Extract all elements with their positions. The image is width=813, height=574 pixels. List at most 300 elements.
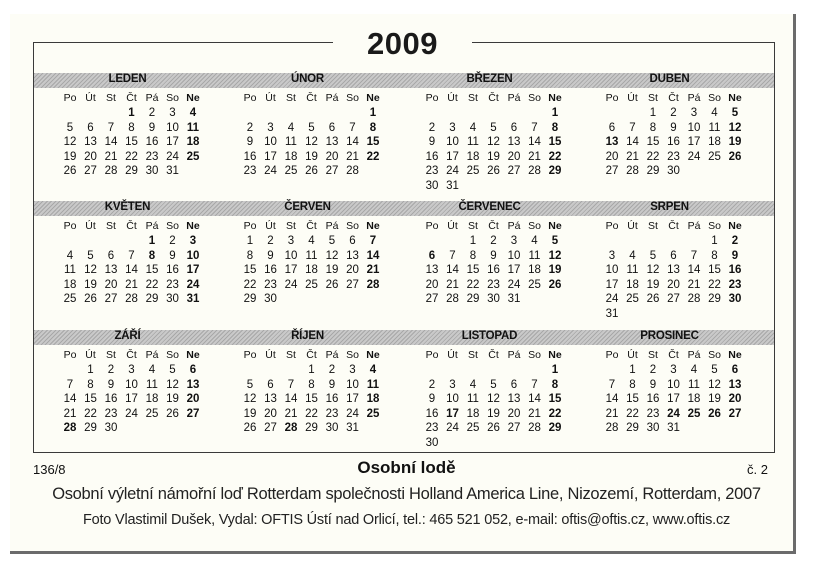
day-cell: 1 [551,107,559,119]
day-cell: 8 [711,249,718,262]
day-cell: 4 [469,121,477,134]
day-cell: 16 [166,264,179,277]
day-cell: 23 [166,278,179,291]
day-cell: 6 [107,249,115,262]
day-cell: 13 [507,393,521,406]
day-cell: 17 [186,264,200,277]
day-cell: 5 [490,378,497,391]
weekday-header: So [708,92,721,104]
day-cell: 15 [84,393,97,406]
day-cell: 6 [608,121,616,134]
day-cell: 10 [186,249,200,262]
day-cell: 31 [507,293,521,306]
day-cell: 2 [670,107,677,119]
weekday-header: So [346,92,359,104]
day-cell: 16 [145,136,159,149]
month-name: ČERVENEC [458,201,521,213]
day-cell: 7 [531,121,538,134]
day-cell: 10 [166,121,179,134]
day-cell: 29 [708,293,721,306]
day-cell: 17 [605,278,619,291]
day-cell: 6 [87,121,94,134]
day-cell: 9 [107,378,115,391]
day-cell: 29 [305,422,318,435]
day-cell: 28 [446,293,459,306]
day-cell: 11 [688,378,700,391]
day-cell: 10 [507,249,521,262]
weekday-header: Pá [325,92,339,104]
weekday-header: Pá [687,349,701,361]
day-cell: 21 [284,407,298,420]
day-cell: 4 [690,364,698,376]
day-cell: 24 [687,150,701,163]
day-cell: 2 [490,235,497,247]
weekday-header: Čt [126,92,137,104]
day-cell: 20 [667,278,680,291]
day-cell: 9 [428,393,436,406]
day-cell: 14 [626,136,639,149]
day-cell: 20 [507,407,521,420]
day-cell: 10 [125,378,138,391]
day-cell: 6 [510,378,518,391]
day-cell: 7 [369,235,377,247]
day-cell: 13 [346,249,359,262]
weekday-header: Ne [366,92,380,104]
day-cell: 21 [63,407,77,420]
day-cell: 4 [148,364,156,376]
day-cell: 6 [267,378,274,391]
weekday-header: So [166,349,179,361]
day-cell: 3 [189,235,197,247]
day-cell: 21 [125,278,138,291]
photo-description: Osobní výletní námořní loď Rotterdam společnosti Holland America Line, Nizozemí, Rotterdam, 2007 [52,485,761,503]
day-cell: 21 [528,150,541,163]
month-name: LEDEN [108,73,147,85]
month-name: DUBEN [649,73,690,85]
day-cell: 12 [487,136,500,149]
day-cell: 3 [349,364,356,376]
day-cell: 27 [507,165,521,178]
weekday-header: Út [627,220,638,232]
day-cell: 2 [328,364,336,376]
card-number: č. 2 [747,462,768,477]
day-cell: 14 [104,136,118,149]
day-cell: 23 [264,278,277,291]
day-cell: 4 [308,235,315,247]
day-cell: 3 [449,121,456,134]
weekday-header: Čt [126,220,137,232]
day-cell: 25 [284,165,298,178]
weekday-header: Po [243,220,257,232]
day-cell: 6 [670,249,677,262]
day-cell: 9 [731,249,739,262]
weekday-header: Ne [366,349,380,361]
day-cell: 17 [166,136,179,149]
day-cell: 5 [490,121,497,134]
weekday-header: St [468,92,478,104]
day-cell: 11 [467,393,479,406]
weekday-header: Po [425,92,439,104]
day-cell: 24 [284,278,298,291]
day-cell: 5 [649,249,657,262]
day-cell: 4 [287,121,295,134]
day-cell: 12 [728,121,742,134]
day-cell: 19 [646,278,660,291]
weekday-header: St [286,220,296,232]
weekday-header: Ne [186,92,200,104]
day-cell: 10 [264,136,277,149]
day-cell: 7 [349,121,356,134]
day-cell: 4 [189,107,197,119]
day-cell: 16 [646,393,660,406]
day-cell: 25 [366,407,380,420]
day-cell: 30 [487,293,500,306]
publisher-credits: Foto Vlastimil Dušek, Vydal: OFTIS Ústí nad Orlicí, tel.: 465 521 052, e-mail: oftis@oftis.cz, www.oftis.cz [82,512,731,528]
day-cell: 28 [284,422,298,435]
weekday-header: Ne [728,220,742,232]
day-cell: 8 [469,249,477,262]
day-cell: 23 [425,165,439,178]
day-cell: 1 [629,364,636,376]
day-cell: 22 [366,150,380,163]
day-cell: 3 [267,121,274,134]
day-cell: 26 [166,407,179,420]
day-cell: 6 [349,235,356,247]
weekday-header: Ne [728,349,742,361]
weekday-header: Út [627,92,638,104]
day-cell: 15 [145,264,159,277]
day-cell: 6 [731,364,739,376]
day-cell: 20 [507,150,521,163]
day-cell: 16 [425,407,439,420]
day-cell: 7 [690,249,698,262]
day-cell: 3 [287,235,295,247]
day-cell: 8 [148,249,156,262]
day-cell: 12 [243,393,257,406]
day-cell: 27 [667,293,680,306]
weekday-header: St [286,92,296,104]
day-cell: 11 [186,121,200,134]
day-cell: 18 [305,264,318,277]
day-cell: 10 [446,136,459,149]
day-cell: 10 [687,121,701,134]
day-cell: 9 [148,121,156,134]
day-cell: 14 [605,393,619,406]
day-cell: 30 [667,165,680,178]
day-cell: 9 [428,136,436,149]
weekday-header: So [528,349,541,361]
day-cell: 19 [728,136,742,149]
day-cell: 20 [728,393,742,406]
day-cell: 25 [305,278,318,291]
day-cell: 2 [107,364,115,376]
day-cell: 24 [446,165,459,178]
weekday-header: Po [243,92,257,104]
day-cell: 17 [264,150,277,163]
day-cell: 8 [308,378,315,391]
day-cell: 3 [608,249,616,262]
day-cell: 5 [711,364,718,376]
day-cell: 9 [490,249,497,262]
day-cell: 16 [487,264,500,277]
day-cell: 26 [63,165,77,178]
day-cell: 29 [125,165,138,178]
day-cell: 23 [646,407,660,420]
day-cell: 13 [264,393,277,406]
day-cell: 20 [325,150,339,163]
day-cell: 22 [548,150,562,163]
day-cell: 8 [87,378,94,391]
day-cell: 1 [128,107,135,119]
day-cell: 1 [649,107,657,119]
weekday-header: St [106,220,116,232]
day-cell: 7 [107,121,115,134]
day-cell: 21 [687,278,701,291]
weekday-header: Út [627,349,638,361]
day-cell: 4 [531,235,538,247]
weekday-header: Čt [668,220,679,232]
day-cell: 22 [145,278,159,291]
day-cell: 22 [626,407,639,420]
day-cell: 11 [146,378,158,391]
weekday-header: Po [63,92,77,104]
day-cell: 19 [548,264,562,277]
day-cell: 27 [425,293,439,306]
day-cell: 1 [308,364,315,376]
day-cell: 12 [708,378,721,391]
day-cell: 5 [328,235,336,247]
weekday-header: Čt [306,349,317,361]
day-cell: 7 [449,249,456,262]
day-cell: 23 [104,407,118,420]
weekday-header: Pá [145,349,159,361]
day-cell: 1 [369,107,377,119]
day-cell: 13 [728,378,742,391]
weekday-header: Čt [488,92,499,104]
day-cell: 15 [125,136,138,149]
day-cell: 31 [186,293,200,306]
day-cell: 15 [708,264,721,277]
weekday-header: So [166,92,179,104]
weekday-header: Čt [488,220,499,232]
weekday-header: Pá [687,220,701,232]
day-cell: 21 [446,278,459,291]
day-cell: 4 [66,249,74,262]
day-cell: 23 [487,278,500,291]
day-cell: 8 [551,378,559,391]
weekday-header: Pá [145,220,159,232]
day-cell: 2 [731,235,739,247]
day-cell: 14 [687,264,701,277]
day-cell: 22 [708,278,721,291]
weekday-header: Pá [507,220,521,232]
day-cell: 8 [246,249,254,262]
month-name: KVĚTEN [104,201,151,213]
day-cell: 30 [166,293,179,306]
day-cell: 21 [104,150,118,163]
day-cell: 14 [366,249,380,262]
day-cell: 12 [63,136,77,149]
day-cell: 3 [449,378,456,391]
day-cell: 31 [446,180,459,192]
day-cell: 18 [528,264,541,277]
day-cell: 24 [346,407,359,420]
weekday-header: Po [63,349,77,361]
day-cell: 11 [626,264,639,277]
day-cell: 28 [125,293,138,306]
day-cell: 11 [708,121,721,134]
day-cell: 14 [446,264,459,277]
day-cell: 19 [487,407,500,420]
weekday-header: So [346,220,359,232]
day-cell: 3 [169,107,176,119]
day-cell: 25 [145,407,159,420]
day-cell: 16 [425,150,439,163]
day-cell: 27 [104,293,118,306]
day-cell: 14 [284,393,298,406]
day-cell: 30 [646,422,660,435]
weekday-header: Čt [668,92,679,104]
month-name: PROSINEC [640,330,699,342]
day-cell: 5 [308,121,315,134]
weekday-header: So [166,220,179,232]
day-cell: 9 [169,249,176,262]
day-cell: 8 [128,121,135,134]
weekday-header: St [468,220,478,232]
day-cell: 14 [528,393,541,406]
day-cell: 29 [548,165,562,178]
day-cell: 29 [84,422,97,435]
day-cell: 7 [287,378,295,391]
weekday-header: Ne [186,220,200,232]
day-cell: 25 [528,278,541,291]
day-cell: 4 [469,378,477,391]
day-cell: 16 [728,264,742,277]
day-cell: 15 [548,393,562,406]
weekday-header: St [106,92,116,104]
weekday-header: So [528,92,541,104]
day-cell: 7 [629,121,636,134]
day-cell: 14 [528,136,541,149]
day-cell: 6 [189,364,197,376]
day-cell: 15 [646,136,660,149]
day-cell: 30 [145,165,159,178]
day-cell: 7 [608,378,616,391]
day-cell: 10 [346,378,359,391]
day-cell: 27 [507,422,521,435]
day-cell: 31 [166,165,179,178]
day-cell: 24 [125,407,138,420]
weekday-header: Čt [306,220,317,232]
day-cell: 24 [166,150,179,163]
day-cell: 23 [325,407,339,420]
day-cell: 21 [528,407,541,420]
day-cell: 2 [428,378,436,391]
day-cell: 24 [446,422,459,435]
day-cell: 3 [510,235,518,247]
day-cell: 5 [731,107,739,119]
day-cell: 14 [63,393,77,406]
day-cell: 21 [605,407,619,420]
day-cell: 5 [246,378,254,391]
day-cell: 15 [466,264,480,277]
day-cell: 14 [125,264,138,277]
day-cell: 23 [667,150,680,163]
day-cell: 29 [548,422,562,435]
day-cell: 22 [84,407,97,420]
day-cell: 29 [243,293,257,306]
day-cell: 27 [84,165,97,178]
catalog-code: 136/8 [33,462,66,477]
day-cell: 24 [264,165,277,178]
day-cell: 29 [145,293,159,306]
day-cell: 1 [87,364,94,376]
day-cell: 5 [169,364,176,376]
day-cell: 13 [507,136,521,149]
day-cell: 25 [63,293,77,306]
day-cell: 12 [84,264,97,277]
day-cell: 22 [305,407,318,420]
weekday-header: Út [85,220,96,232]
day-cell: 8 [649,121,657,134]
weekday-header: St [106,349,116,361]
day-cell: 26 [487,422,500,435]
day-cell: 5 [551,235,559,247]
day-cell: 15 [548,136,562,149]
day-cell: 24 [186,278,200,291]
day-cell: 21 [346,150,359,163]
day-cell: 29 [466,293,480,306]
day-cell: 17 [125,393,138,406]
weekday-header: Ne [366,220,380,232]
day-cell: 6 [328,121,336,134]
day-cell: 13 [667,264,680,277]
day-cell: 9 [670,121,677,134]
day-cell: 28 [346,165,359,178]
day-cell: 5 [87,249,94,262]
weekday-header: Ne [548,220,562,232]
day-cell: 22 [466,278,480,291]
day-cell: 26 [487,165,500,178]
day-cell: 17 [667,393,680,406]
footer-title: Osobní lodě [357,458,456,477]
day-cell: 18 [145,393,159,406]
month-name: ŘÍJEN [291,330,324,342]
day-cell: 20 [104,278,118,291]
day-cell: 30 [264,293,277,306]
weekday-header: Po [605,349,619,361]
day-cell: 14 [346,136,359,149]
weekday-header: Út [85,349,96,361]
weekday-header: Út [447,349,458,361]
day-cell: 1 [469,235,477,247]
day-cell: 7 [66,378,74,391]
day-cell: 18 [63,278,77,291]
weekday-header: Po [605,220,619,232]
day-cell: 19 [487,150,500,163]
day-cell: 21 [626,150,639,163]
weekday-header: Pá [507,349,521,361]
day-cell: 10 [446,393,459,406]
weekday-header: Po [425,349,439,361]
day-cell: 24 [507,278,521,291]
day-cell: 9 [328,378,336,391]
day-cell: 13 [104,264,118,277]
day-cell: 27 [325,165,339,178]
day-cell: 26 [728,150,742,163]
day-cell: 9 [267,249,274,262]
day-cell: 11 [64,264,76,277]
